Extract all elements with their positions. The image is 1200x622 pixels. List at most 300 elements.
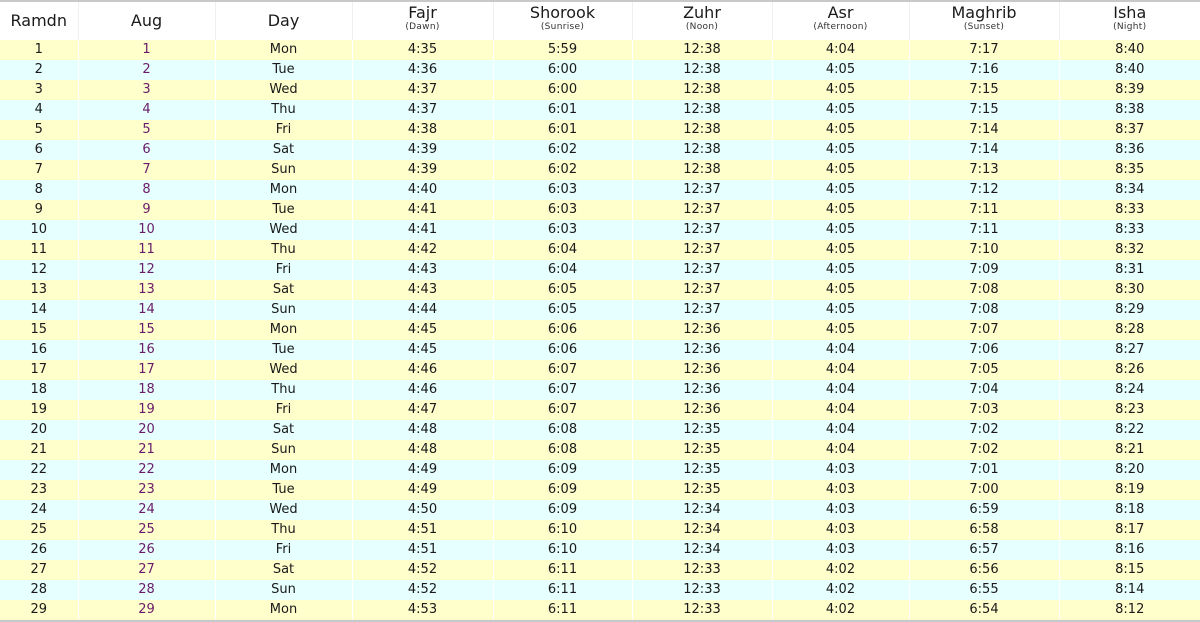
fajr-column-header [352,1,493,40]
zuhr-time-cell: 12:37 [632,300,772,320]
fajr-time-cell: 4:47 [352,400,493,420]
aug-date-cell: 29 [78,600,215,620]
aug-date-cell: 22 [78,460,215,480]
ramadan-day-cell: 24 [0,500,78,520]
fajr-header-sub: (Dawn) [405,22,440,32]
fajr-time-cell: 4:40 [352,180,493,200]
table-row [0,220,1200,240]
shorook-time-cell: 6:09 [493,460,632,480]
ramadan-day-cell: 25 [0,520,78,540]
aug-date-cell: 5 [78,120,215,140]
fajr-time-cell: 4:48 [352,420,493,440]
aug-date-cell: 23 [78,480,215,500]
isha-time-cell: 8:17 [1059,520,1200,540]
maghrib-time-cell: 6:55 [909,580,1059,600]
zuhr-time-cell: 12:38 [632,40,772,60]
isha-header-sub: (Night) [1113,22,1147,32]
maghrib-time-cell: 7:13 [909,160,1059,180]
zuhr-time-cell: 12:35 [632,460,772,480]
shorook-time-cell: 6:00 [493,80,632,100]
isha-time-cell: 8:29 [1059,300,1200,320]
table-row [0,560,1200,580]
isha-time-cell: 8:40 [1059,40,1200,60]
shorook-column-header [493,1,632,40]
maghrib-time-cell: 6:58 [909,520,1059,540]
weekday-cell: Sat [215,420,352,440]
ramadan-day-cell: 8 [0,180,78,200]
asr-time-cell: 4:05 [772,300,909,320]
aug-date-cell: 10 [78,220,215,240]
shorook-time-cell: 6:02 [493,140,632,160]
ramadan-day-cell: 18 [0,380,78,400]
shorook-header-sub: (Sunrise) [540,22,585,32]
zuhr-time-cell: 12:38 [632,160,772,180]
fajr-time-cell: 4:35 [352,40,493,60]
weekday-cell: Mon [215,180,352,200]
weekday-cell: Sat [215,560,352,580]
isha-time-cell: 8:24 [1059,380,1200,400]
table-row [0,500,1200,520]
asr-time-cell: 4:05 [772,200,909,220]
isha-time-cell: 8:32 [1059,240,1200,260]
shorook-time-cell: 6:05 [493,280,632,300]
shorook-time-cell: 6:00 [493,60,632,80]
fajr-time-cell: 4:51 [352,540,493,560]
shorook-header-label: Shorook [529,3,596,22]
asr-time-cell: 4:05 [772,240,909,260]
weekday-cell: Mon [215,320,352,340]
table-row [0,100,1200,120]
header-row [0,1,1200,40]
weekday-cell: Mon [215,460,352,480]
maghrib-time-cell: 7:14 [909,120,1059,140]
ramadan-day-cell: 29 [0,600,78,620]
zuhr-time-cell: 12:34 [632,520,772,540]
fajr-time-cell: 4:49 [352,480,493,500]
table-row [0,40,1200,60]
table-row [0,540,1200,560]
fajr-time-cell: 4:52 [352,560,493,580]
isha-time-cell: 8:23 [1059,400,1200,420]
fajr-time-cell: 4:53 [352,600,493,620]
ramadan-day-cell: 2 [0,60,78,80]
asr-time-cell: 4:05 [772,120,909,140]
table-row [0,480,1200,500]
shorook-time-cell: 6:09 [493,500,632,520]
asr-time-cell: 4:05 [772,320,909,340]
fajr-time-cell: 4:39 [352,160,493,180]
table-row [0,160,1200,180]
fajr-time-cell: 4:45 [352,320,493,340]
ramadan-day-cell: 4 [0,100,78,120]
weekday-cell: Wed [215,80,352,100]
shorook-time-cell: 6:03 [493,200,632,220]
weekday-cell: Wed [215,360,352,380]
maghrib-time-cell: 7:14 [909,140,1059,160]
zuhr-time-cell: 12:34 [632,540,772,560]
ramadan-day-cell: 5 [0,120,78,140]
maghrib-time-cell: 7:08 [909,300,1059,320]
maghrib-column-header [909,1,1059,40]
fajr-time-cell: 4:37 [352,100,493,120]
aug-date-cell: 11 [78,240,215,260]
ramadan-day-cell: 21 [0,440,78,460]
zuhr-time-cell: 12:33 [632,580,772,600]
table-row [0,300,1200,320]
aug-date-cell: 8 [78,180,215,200]
aug-date-cell: 16 [78,340,215,360]
aug-date-cell: 19 [78,400,215,420]
isha-time-cell: 8:26 [1059,360,1200,380]
shorook-time-cell: 6:07 [493,400,632,420]
asr-time-cell: 4:04 [772,440,909,460]
weekday-cell: Tue [215,200,352,220]
aug-date-cell: 17 [78,360,215,380]
weekday-cell: Sun [215,440,352,460]
maghrib-time-cell: 7:08 [909,280,1059,300]
fajr-time-cell: 4:45 [352,340,493,360]
zuhr-time-cell: 12:36 [632,340,772,360]
fajr-time-cell: 4:39 [352,140,493,160]
fajr-time-cell: 4:42 [352,240,493,260]
maghrib-time-cell: 7:02 [909,440,1059,460]
zuhr-time-cell: 12:38 [632,80,772,100]
weekday-cell: Sun [215,160,352,180]
weekday-cell: Fri [215,400,352,420]
weekday-cell: Sat [215,140,352,160]
fajr-time-cell: 4:46 [352,380,493,400]
zuhr-time-cell: 12:37 [632,200,772,220]
maghrib-time-cell: 7:03 [909,400,1059,420]
table-row [0,460,1200,480]
shorook-time-cell: 6:10 [493,520,632,540]
ramadan-day-cell: 26 [0,540,78,560]
ramadan-day-cell: 16 [0,340,78,360]
weekday-cell: Thu [215,100,352,120]
isha-time-cell: 8:39 [1059,80,1200,100]
weekday-cell: Sun [215,580,352,600]
maghrib-time-cell: 7:11 [909,200,1059,220]
aug-date-cell: 2 [78,60,215,80]
fajr-time-cell: 4:49 [352,460,493,480]
table-row [0,580,1200,600]
aug-date-cell: 7 [78,160,215,180]
table-row [0,600,1200,620]
zuhr-time-cell: 12:35 [632,420,772,440]
asr-time-cell: 4:05 [772,160,909,180]
isha-time-cell: 8:12 [1059,600,1200,620]
ramadan-day-cell: 6 [0,140,78,160]
isha-time-cell: 8:31 [1059,260,1200,280]
isha-time-cell: 8:16 [1059,540,1200,560]
ramadan-day-cell: 13 [0,280,78,300]
ramadan-day-cell: 22 [0,460,78,480]
ramadan-day-cell: 28 [0,580,78,600]
asr-header-label: Asr [827,3,854,22]
maghrib-time-cell: 6:57 [909,540,1059,560]
fajr-time-cell: 4:36 [352,60,493,80]
zuhr-time-cell: 12:34 [632,500,772,520]
asr-time-cell: 4:04 [772,380,909,400]
asr-time-cell: 4:04 [772,420,909,440]
maghrib-time-cell: 6:56 [909,560,1059,580]
weekday-cell: Thu [215,380,352,400]
fajr-time-cell: 4:38 [352,120,493,140]
asr-time-cell: 4:02 [772,600,909,620]
asr-column-header [772,1,909,40]
aug-date-cell: 24 [78,500,215,520]
table-row [0,320,1200,340]
zuhr-time-cell: 12:36 [632,360,772,380]
ramadan-day-cell: 9 [0,200,78,220]
asr-time-cell: 4:03 [772,500,909,520]
zuhr-header-sub: (Noon) [685,22,719,32]
isha-time-cell: 8:27 [1059,340,1200,360]
shorook-time-cell: 6:08 [493,440,632,460]
aug-date-cell: 15 [78,320,215,340]
shorook-time-cell: 6:05 [493,300,632,320]
fajr-time-cell: 4:43 [352,280,493,300]
aug-date-cell: 14 [78,300,215,320]
asr-time-cell: 4:05 [772,280,909,300]
isha-time-cell: 8:20 [1059,460,1200,480]
day-header-label: Day [267,11,300,30]
maghrib-time-cell: 7:16 [909,60,1059,80]
zuhr-time-cell: 12:36 [632,320,772,340]
maghrib-time-cell: 7:05 [909,360,1059,380]
weekday-cell: Wed [215,500,352,520]
ramadan-day-cell: 19 [0,400,78,420]
weekday-cell: Sat [215,280,352,300]
zuhr-column-header [632,1,772,40]
maghrib-time-cell: 7:06 [909,340,1059,360]
zuhr-time-cell: 12:36 [632,380,772,400]
zuhr-header-label: Zuhr [683,3,721,22]
table-row [0,360,1200,380]
weekday-cell: Mon [215,40,352,60]
ramadan-day-cell: 20 [0,420,78,440]
table-row [0,200,1200,220]
aug-date-cell: 4 [78,100,215,120]
asr-time-cell: 4:04 [772,360,909,380]
maghrib-time-cell: 7:10 [909,240,1059,260]
aug-date-cell: 28 [78,580,215,600]
aug-date-cell: 25 [78,520,215,540]
table-row [0,180,1200,200]
ramadan-day-cell: 7 [0,160,78,180]
shorook-time-cell: 6:09 [493,480,632,500]
asr-time-cell: 4:05 [772,80,909,100]
isha-time-cell: 8:37 [1059,120,1200,140]
isha-time-cell: 8:33 [1059,200,1200,220]
asr-time-cell: 4:03 [772,520,909,540]
ramadan-day-cell: 1 [0,40,78,60]
asr-time-cell: 4:05 [772,140,909,160]
zuhr-time-cell: 12:38 [632,140,772,160]
isha-time-cell: 8:30 [1059,280,1200,300]
asr-time-cell: 4:04 [772,340,909,360]
maghrib-header-label: Maghrib [951,3,1017,22]
asr-time-cell: 4:05 [772,220,909,240]
weekday-cell: Fri [215,260,352,280]
fajr-time-cell: 4:43 [352,260,493,280]
isha-time-cell: 8:28 [1059,320,1200,340]
shorook-time-cell: 6:07 [493,360,632,380]
fajr-time-cell: 4:52 [352,580,493,600]
weekday-cell: Thu [215,520,352,540]
maghrib-time-cell: 6:59 [909,500,1059,520]
zuhr-time-cell: 12:38 [632,60,772,80]
table-row [0,280,1200,300]
maghrib-header-sub: (Sunset) [963,22,1005,32]
weekday-cell: Wed [215,220,352,240]
table-row [0,400,1200,420]
isha-time-cell: 8:21 [1059,440,1200,460]
asr-time-cell: 4:02 [772,580,909,600]
weekday-cell: Sun [215,300,352,320]
maghrib-time-cell: 7:11 [909,220,1059,240]
table-row [0,420,1200,440]
zuhr-time-cell: 12:35 [632,440,772,460]
table-row [0,120,1200,140]
fajr-time-cell: 4:46 [352,360,493,380]
isha-time-cell: 8:19 [1059,480,1200,500]
zuhr-time-cell: 12:37 [632,280,772,300]
asr-time-cell: 4:05 [772,60,909,80]
ramadan-day-cell: 11 [0,240,78,260]
weekday-cell: Mon [215,600,352,620]
aug-date-cell: 21 [78,440,215,460]
maghrib-time-cell: 7:00 [909,480,1059,500]
timetable-body [0,40,1200,620]
ramadan-header-label: Ramdn [10,11,67,30]
table-row [0,440,1200,460]
ramadan-day-cell: 3 [0,80,78,100]
aug-date-cell: 20 [78,420,215,440]
weekday-cell: Fri [215,540,352,560]
table-row [0,380,1200,400]
asr-time-cell: 4:04 [772,40,909,60]
weekday-cell: Tue [215,60,352,80]
aug-date-cell: 3 [78,80,215,100]
shorook-time-cell: 6:01 [493,120,632,140]
zuhr-time-cell: 12:33 [632,600,772,620]
ramadan-day-cell: 17 [0,360,78,380]
asr-header-sub: (Afternoon) [813,22,868,32]
asr-time-cell: 4:03 [772,460,909,480]
shorook-time-cell: 6:06 [493,340,632,360]
shorook-time-cell: 6:01 [493,100,632,120]
shorook-time-cell: 6:07 [493,380,632,400]
weekday-cell: Thu [215,240,352,260]
table-row [0,520,1200,540]
maghrib-time-cell: 7:17 [909,40,1059,60]
asr-time-cell: 4:05 [772,260,909,280]
aug-date-cell: 13 [78,280,215,300]
asr-time-cell: 4:03 [772,480,909,500]
ramadan-day-cell: 27 [0,560,78,580]
ramadan-day-cell: 10 [0,220,78,240]
zuhr-time-cell: 12:37 [632,220,772,240]
isha-time-cell: 8:15 [1059,560,1200,580]
weekday-cell: Tue [215,480,352,500]
isha-header-label: Isha [1113,3,1147,22]
shorook-time-cell: 6:10 [493,540,632,560]
ramadan-day-cell: 23 [0,480,78,500]
zuhr-time-cell: 12:37 [632,180,772,200]
isha-time-cell: 8:33 [1059,220,1200,240]
isha-time-cell: 8:36 [1059,140,1200,160]
weekday-cell: Tue [215,340,352,360]
fajr-time-cell: 4:44 [352,300,493,320]
zuhr-time-cell: 12:38 [632,120,772,140]
month-column-header [78,1,215,40]
asr-time-cell: 4:03 [772,540,909,560]
zuhr-time-cell: 12:36 [632,400,772,420]
table-row [0,80,1200,100]
fajr-time-cell: 4:48 [352,440,493,460]
zuhr-time-cell: 12:33 [632,560,772,580]
shorook-time-cell: 6:02 [493,160,632,180]
isha-time-cell: 8:18 [1059,500,1200,520]
day-column-header [215,1,352,40]
ramadan-day-cell: 12 [0,260,78,280]
aug-date-cell: 18 [78,380,215,400]
aug-date-cell: 6 [78,140,215,160]
fajr-time-cell: 4:51 [352,520,493,540]
isha-time-cell: 8:40 [1059,60,1200,80]
maghrib-time-cell: 7:09 [909,260,1059,280]
shorook-time-cell: 6:03 [493,220,632,240]
zuhr-time-cell: 12:35 [632,480,772,500]
shorook-time-cell: 6:11 [493,560,632,580]
fajr-time-cell: 4:37 [352,80,493,100]
aug-date-cell: 26 [78,540,215,560]
zuhr-time-cell: 12:38 [632,100,772,120]
table-row [0,240,1200,260]
table-row [0,60,1200,80]
maghrib-time-cell: 7:01 [909,460,1059,480]
asr-time-cell: 4:05 [772,180,909,200]
zuhr-time-cell: 12:37 [632,260,772,280]
aug-date-cell: 1 [78,40,215,60]
aug-date-cell: 9 [78,200,215,220]
maghrib-time-cell: 7:12 [909,180,1059,200]
isha-time-cell: 8:35 [1059,160,1200,180]
shorook-time-cell: 6:11 [493,600,632,620]
shorook-time-cell: 6:08 [493,420,632,440]
maghrib-time-cell: 7:07 [909,320,1059,340]
asr-time-cell: 4:05 [772,100,909,120]
isha-time-cell: 8:34 [1059,180,1200,200]
maghrib-time-cell: 6:54 [909,600,1059,620]
isha-time-cell: 8:38 [1059,100,1200,120]
asr-time-cell: 4:04 [772,400,909,420]
shorook-time-cell: 6:06 [493,320,632,340]
maghrib-time-cell: 7:15 [909,80,1059,100]
isha-time-cell: 8:14 [1059,580,1200,600]
shorook-time-cell: 6:11 [493,580,632,600]
shorook-time-cell: 6:03 [493,180,632,200]
table-row [0,140,1200,160]
aug-date-cell: 12 [78,260,215,280]
ramadan-day-cell: 14 [0,300,78,320]
isha-time-cell: 8:22 [1059,420,1200,440]
asr-time-cell: 4:02 [772,560,909,580]
ramadan-day-cell: 15 [0,320,78,340]
fajr-time-cell: 4:41 [352,200,493,220]
fajr-time-cell: 4:41 [352,220,493,240]
